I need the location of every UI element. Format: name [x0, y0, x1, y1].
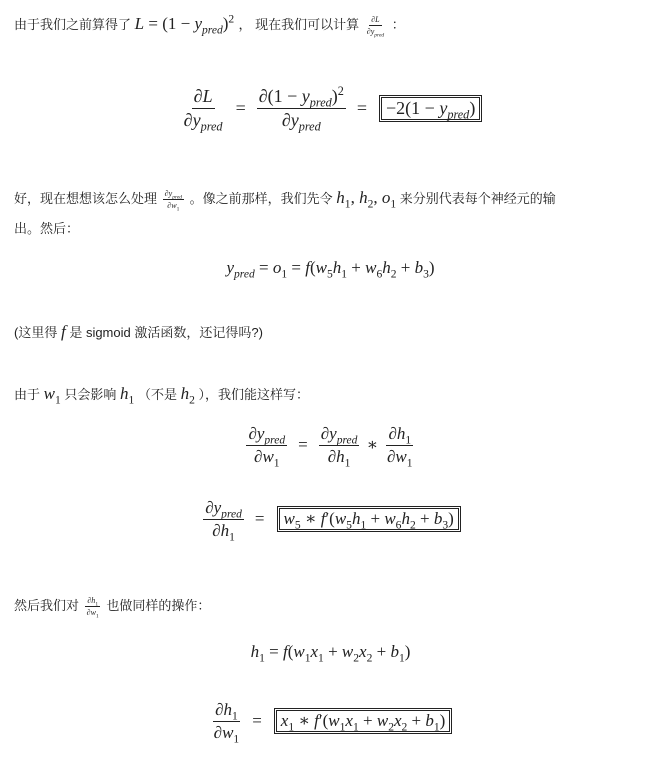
- paragraph-2: 好，现在想想该怎么处理 $\frac{\partial y_{pred}}{\partial w_1}$ 。像之前那样，我们先令 $h_1$, $h_2$, $o_1$ 来分别代表每个神经元的输: [14, 188, 556, 213]
- paragraph-3: (这里得 f 是 sigmoid 激活函数，还记得吗?): [14, 322, 263, 341]
- fraction-dypred-dw1-inline: $\frac{\partial y_{pred}}{\partial w_1}$: [164, 188, 183, 213]
- equation-3: $\frac{\partial y_{pred}}{\partial w_1}$ = $\frac{\partial y_{pred}}{\partial h_1}$ ∗ $\frac{\partial h_1}{\partial w_1}$: [248, 424, 413, 469]
- equation-6: $\frac{\partial h_1}{\partial w_1}$ = $x_1$ ∗ $f'(w_1x_1 + w_2x_2 + b_1)$: [0, 700, 661, 742]
- equation-2: $y_{pred} = o_1 = f(w_5h_1 + w_6h_2 + b_3)$: [226, 258, 435, 281]
- text: 由于我们之前算得了: [14, 17, 132, 32]
- equation-1: $\frac{\partial L}{\partial y_{pred}}$ = $\frac{\partial(1 - y_{pred})^2}{\partial y_{pred}}$ = $-2(1 - y_{pred})$: [0, 86, 661, 130]
- paragraph-4: 由于 $w_1$ 只会影响 $h_1$ （不是 $h_2$ ），我们能这样写：: [14, 384, 309, 407]
- equation-4: $\frac{\partial y_{pred}}{\partial h_1}$ = $w_5$ ∗ $f'(w_5h_1 + w_6h_2 + b_3)$: [0, 498, 661, 540]
- fraction-dL-dypred-inline: $\frac{\partial L}{\partial y_{pred}}$: [366, 14, 385, 39]
- boxed-result-2: $w_5$ ∗ $f'(w_5h_1 + w_6h_2 + b_3)$: [277, 506, 461, 532]
- boxed-result-3: $x_1$ ∗ $f'(w_1x_1 + w_2x_2 + b_1)$: [274, 708, 453, 734]
- formula-L-def: $L = (1 - y_{pred})^2$: [134, 12, 235, 37]
- paragraph-2-cont: 出。然后：: [14, 221, 80, 236]
- paragraph-5: 然后我们对 $\frac{\partial h_1}{\partial w_1}$ 也做同样的操作：: [14, 596, 211, 620]
- paragraph-1: 由于我们之前算得了 $L = (1 - y_{pred})^2$ ， 现在我们可以计算 $\frac{\partial L}{\partial y_{pred}}$ ：: [14, 12, 405, 39]
- boxed-result-1: $-2(1 - y_{pred})$: [379, 95, 482, 122]
- fraction-dh1-dw1-inline: $\frac{\partial h_1}{\partial w_1}$: [86, 596, 99, 620]
- equation-5: $h_1 = f(w_1x_1 + w_2x_2 + b_1)$: [250, 642, 411, 665]
